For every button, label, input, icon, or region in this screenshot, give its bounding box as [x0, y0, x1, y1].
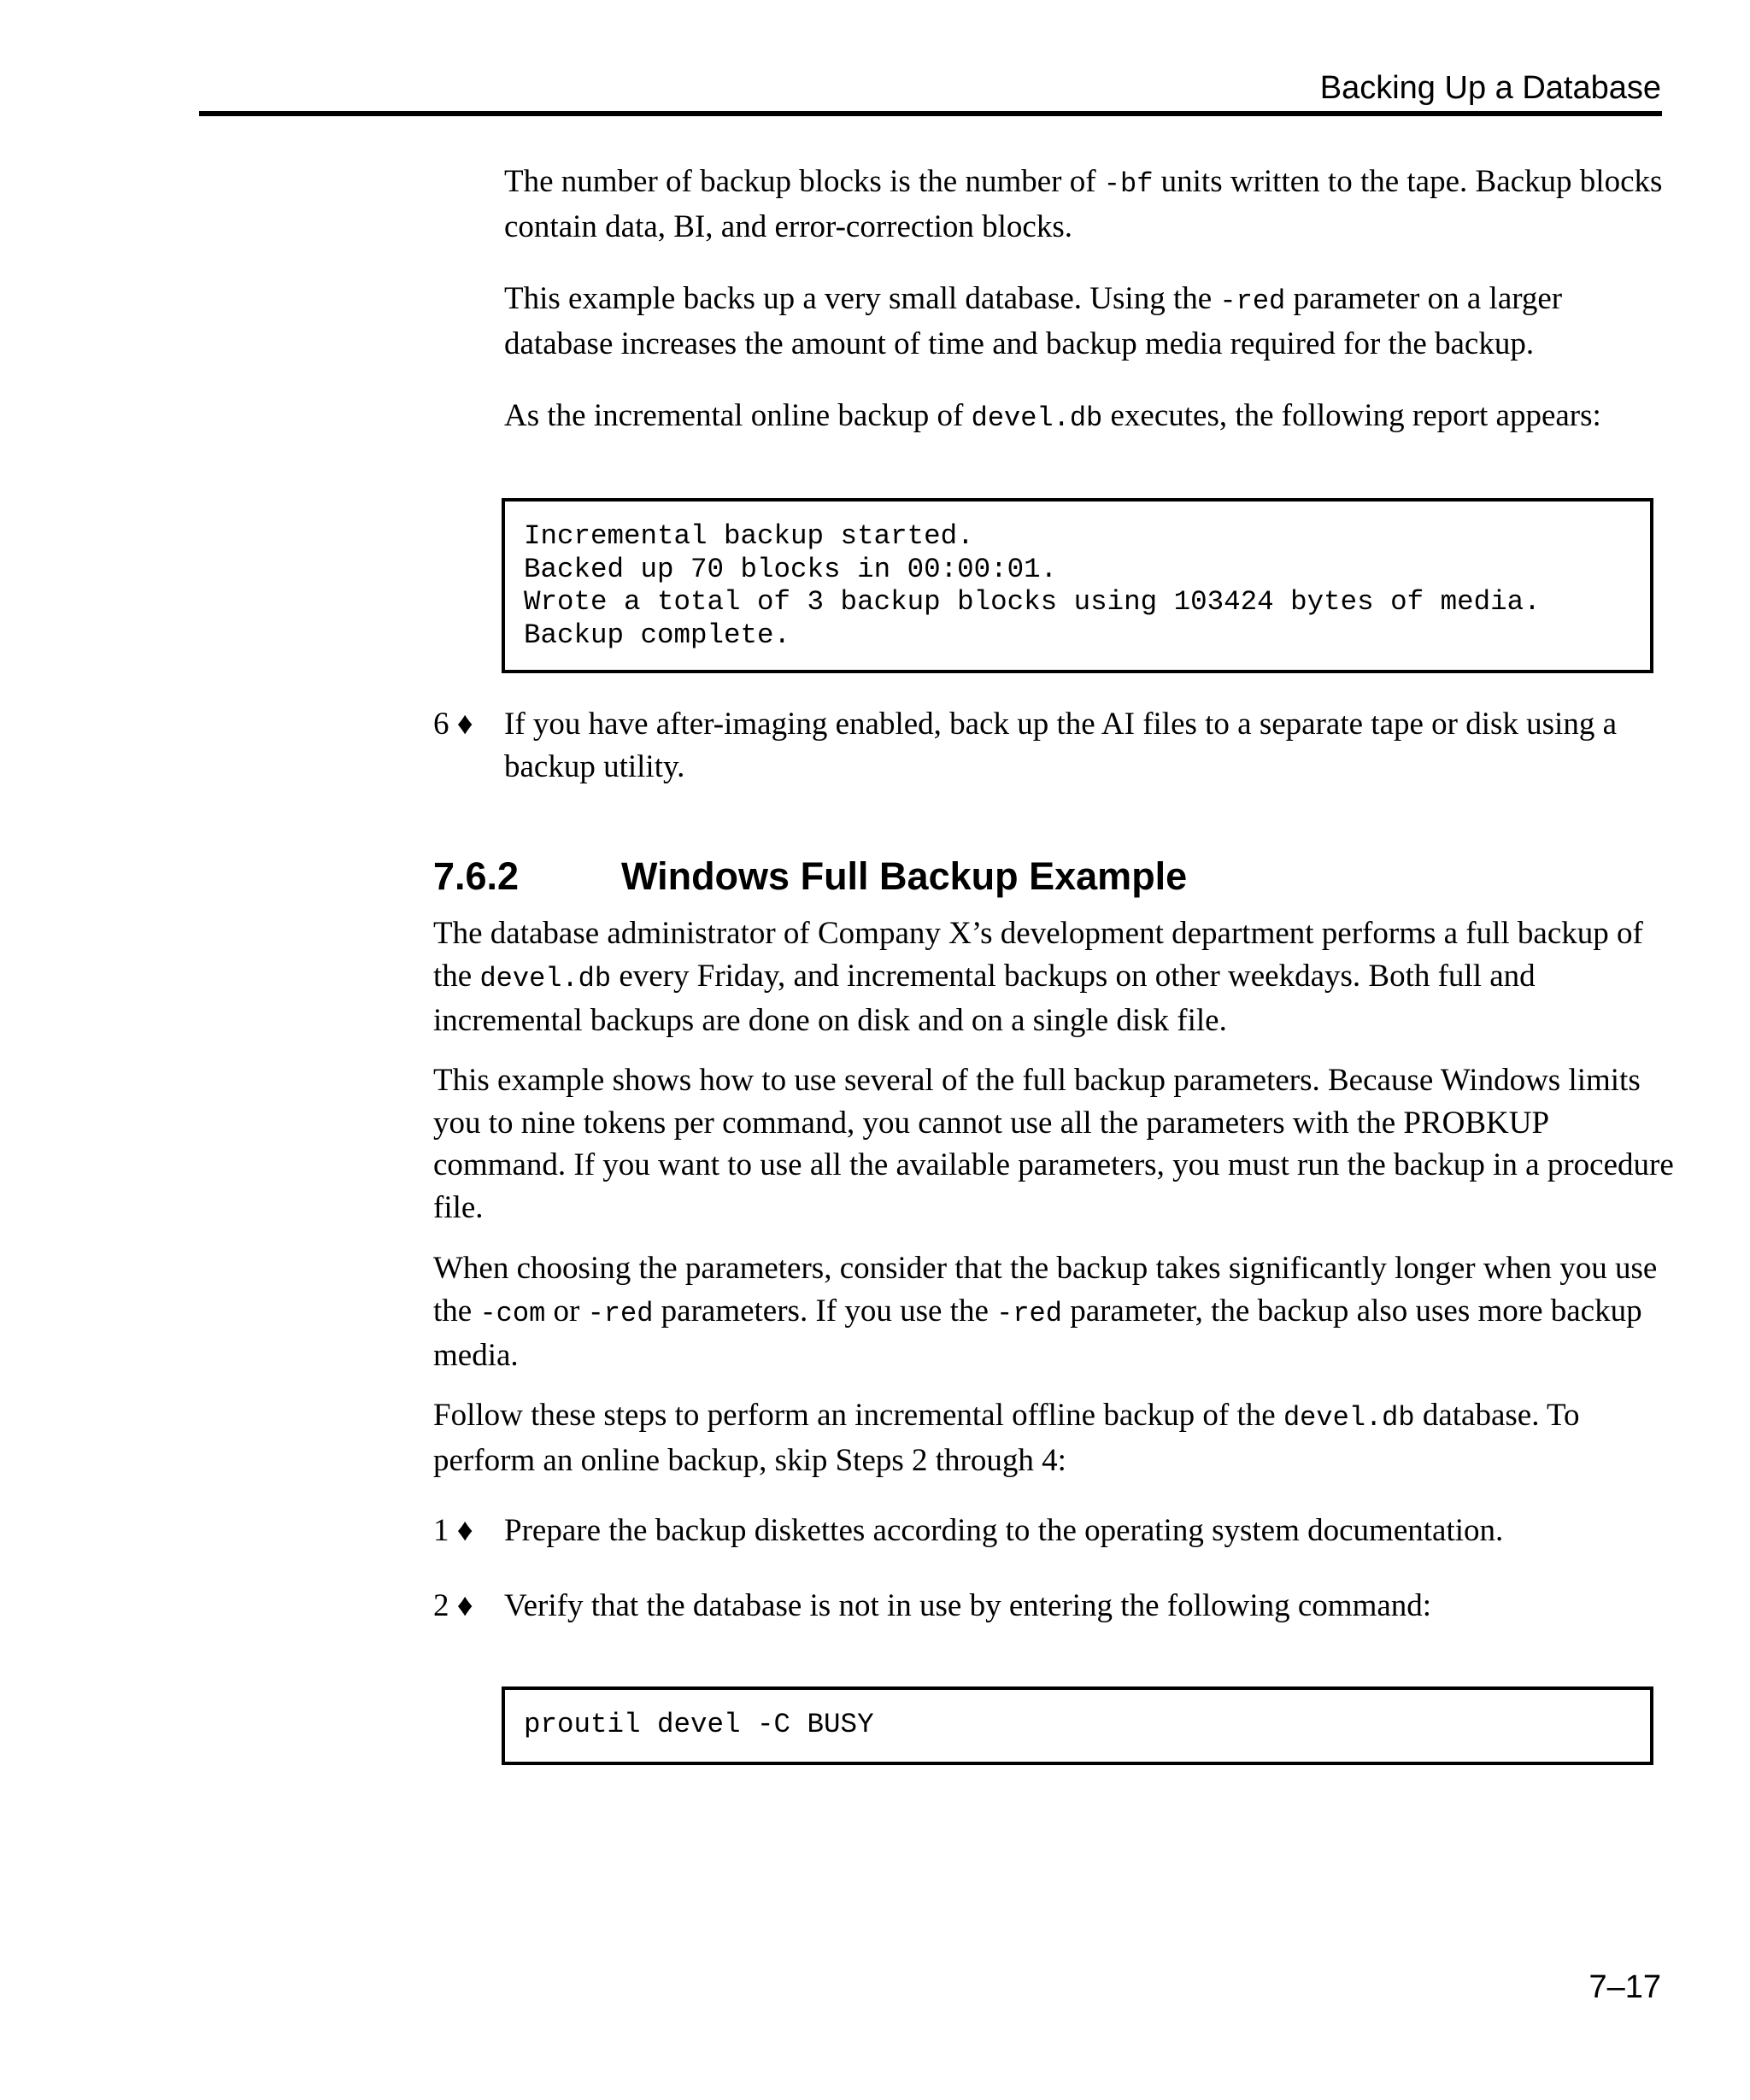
step-text: If you have after-imaging enabled, back up the AI files to a separate tape or disk using a backup utility.: [504, 707, 1618, 784]
step-number: 6 ♦: [433, 707, 473, 742]
text: or: [545, 1293, 588, 1329]
section-number: 7.6.2: [433, 854, 520, 898]
inline-code: devel.db: [1283, 1402, 1415, 1434]
command-code-box: [502, 1686, 1653, 1765]
running-header-title: Backing Up a Database: [1319, 70, 1661, 106]
step-1: [433, 1510, 1681, 1552]
section-paragraph-4: [433, 1394, 1677, 1481]
text: Follow these steps to perform an incremental offline backup of the: [433, 1398, 1283, 1433]
header-rule: [199, 111, 1662, 116]
section-paragraph-2: This example shows how to use several of the full backup parameters. Because Windows limits you to nine tokens per command, you cannot use all the parameters with the PROBKUP command. If you want to use all the available parameters, you must run the backup in a procedure file.: [433, 1063, 1674, 1225]
text: every Friday, and incremental backups on other weekdays. Both full and incremental backups are done on disk and on a single disk file.: [433, 958, 1536, 1038]
report-code-box: [502, 498, 1653, 673]
step-2: [433, 1585, 1681, 1628]
inline-code: -bf: [1103, 168, 1154, 200]
intro-paragraph-3: [504, 395, 1675, 440]
code-line: Backed up 70 blocks in 00:00:01.: [524, 553, 1058, 585]
text: units written to the tape. Backup blocks contain data, BI, and error-correction blocks.: [504, 164, 1663, 244]
text: parameter, the backup also uses more backup media.: [433, 1293, 1642, 1373]
text: As the incremental online backup of: [504, 398, 972, 433]
inline-code: -red: [587, 1297, 654, 1329]
step-text: Prepare the backup diskettes according to the operating system documentation.: [504, 1513, 1504, 1548]
inline-code: -com: [479, 1297, 546, 1329]
text: executes, the following report appears:: [1102, 398, 1601, 433]
step-text: Verify that the database is not in use by entering the following command:: [504, 1588, 1432, 1623]
step-6: [433, 703, 1681, 789]
code-line: Backup complete.: [524, 619, 791, 651]
intro-paragraph-2: [504, 278, 1675, 365]
page-number: 7–17: [1589, 1969, 1661, 2005]
section-paragraph-3: [433, 1247, 1677, 1377]
inline-code: -red: [996, 1297, 1062, 1329]
code-line: Incremental backup started.: [524, 520, 974, 552]
code-line: proutil devel -C BUSY: [524, 1709, 874, 1740]
text: database. To perform an online backup, skip Steps 2 through 4:: [433, 1398, 1580, 1478]
text: parameters. If you use the: [653, 1293, 997, 1329]
text: The database administrator of Company X’s development department performs a full backup of the: [433, 916, 1643, 994]
section-title: Windows Full Backup Example: [621, 854, 1188, 898]
step-number: 2 ♦: [433, 1588, 473, 1623]
text: When choosing the parameters, consider that the backup takes significantly longer when you use the: [433, 1251, 1658, 1329]
inline-code: devel.db: [479, 962, 612, 994]
inline-code: devel.db: [971, 402, 1103, 434]
text: parameter on a larger database increases the amount of time and backup media required for the backup.: [504, 281, 1563, 361]
text: This example backs up a very small database. Using the: [504, 281, 1220, 316]
inline-code: -red: [1219, 285, 1286, 317]
step-number: 1 ♦: [433, 1513, 473, 1548]
text: The number of backup blocks is the number of: [504, 164, 1104, 199]
section-paragraph-1: [433, 912, 1677, 1042]
intro-paragraph-1: [504, 161, 1675, 248]
code-line: Wrote a total of 3 backup blocks using 103424 bytes of media.: [524, 586, 1541, 618]
